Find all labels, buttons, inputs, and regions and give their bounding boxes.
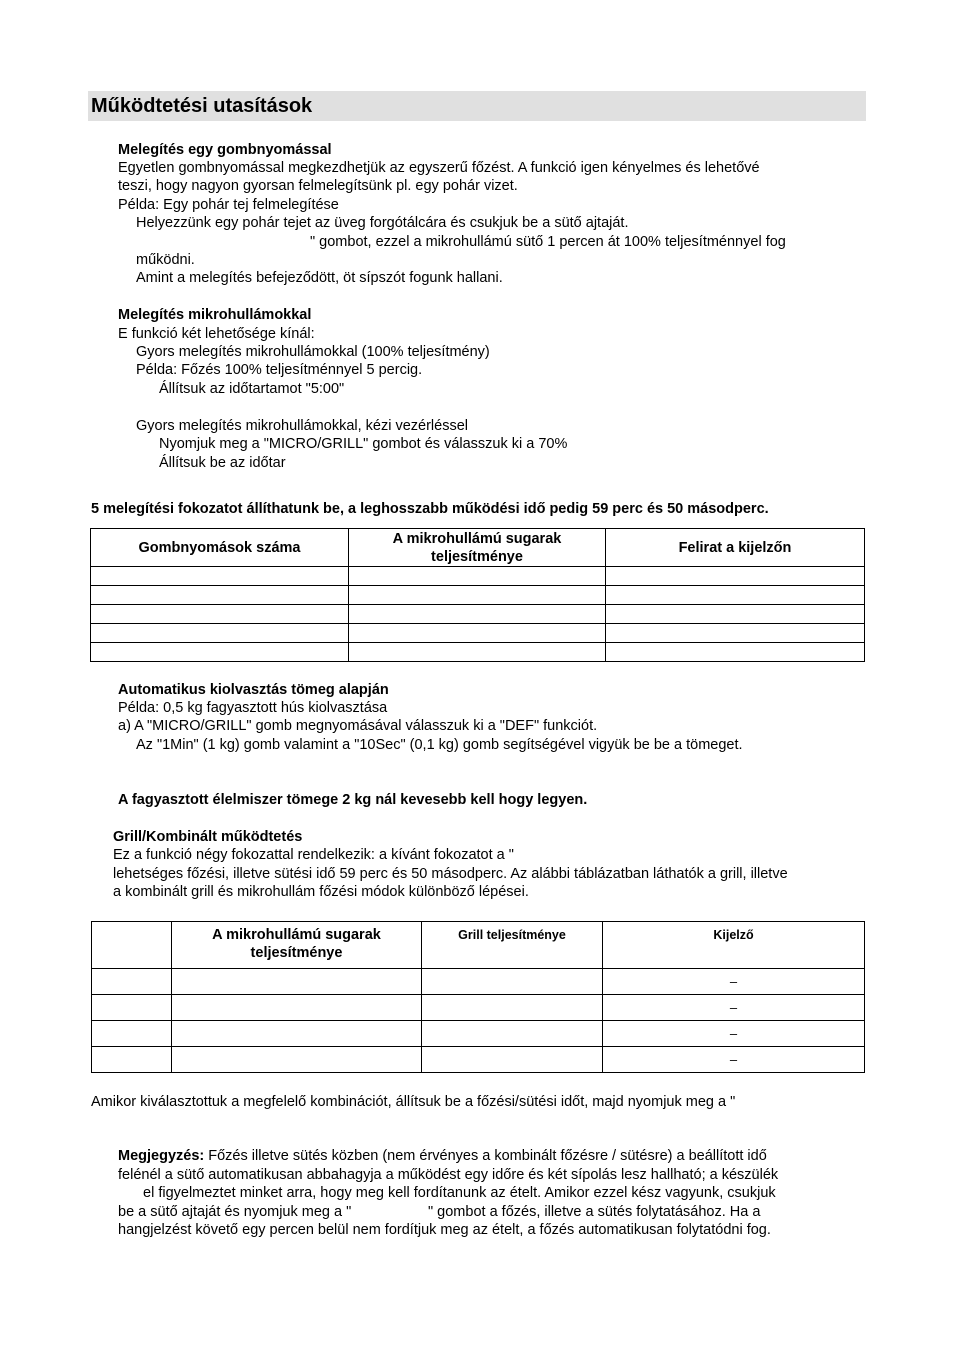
- table-header: A mikrohullámú sugarak teljesítménye: [172, 922, 422, 969]
- display-value: –: [603, 1047, 865, 1073]
- body-text: el figyelmeztet minket arra, hogy meg kell fordítanunk az ételt. Amikor ezzel kész vagyunk, csukjuk: [143, 1185, 776, 1201]
- table-header: Kijelző: [603, 922, 865, 969]
- display-value: –: [603, 1021, 865, 1047]
- body-text: Az "1Min" (1 kg) gomb valamint a "10Sec" (0,1 kg) gomb segítségével vigyük be be a tömeget.: [136, 737, 743, 753]
- note-label: Megjegyzés:: [118, 1148, 205, 1164]
- table-row: [92, 1047, 865, 1073]
- note-line: [118, 1147, 767, 1165]
- body-text: hangjelzést követő egy percen belül nem fordítjuk meg az ételt, a főzés automatikusan folytatódni fog.: [118, 1222, 771, 1238]
- table-row: [92, 995, 865, 1021]
- table-row: [91, 643, 865, 662]
- body-text: Főzés illetve sütés közben (nem érvényes a kombinált főzésre / sütésre) a beállított idő: [204, 1148, 767, 1164]
- body-text: Gyors melegítés mikrohullámokkal, kézi vezérléssel: [136, 418, 468, 434]
- power-levels-table: [90, 528, 865, 662]
- display-value: –: [603, 995, 865, 1021]
- body-text: Példa: 0,5 kg fagyasztott hús kiolvasztása: [118, 700, 388, 716]
- table-header: Felirat a kijelzőn: [606, 529, 865, 567]
- grill-combination-table: [91, 921, 865, 1073]
- section-heading-defrost: Automatikus kiolvasztás tömeg alapján: [118, 682, 389, 698]
- body-text: Helyezzünk egy pohár tejet az üveg forgótálcára és csukjuk be a sütő ajtaját.: [136, 215, 629, 231]
- page-title: Működtetési utasítások: [91, 95, 313, 117]
- body-text: a) A "MICRO/GRILL" gomb megnyomásával válasszuk ki a "DEF" funkciót.: [118, 718, 598, 734]
- body-text: " gombot a főzés, illetve a sütés folytatásához. Ha a: [428, 1204, 761, 1220]
- body-text: Egyetlen gombnyomással megkezdhetjük az egyszerű főzést. A funkció igen kényelmes és lehetővé: [118, 160, 760, 176]
- power-levels-note: 5 melegítési fokozatot állíthatunk be, a leghosszabb működési idő pedig 59 perc és 50 másodperc.: [91, 501, 769, 517]
- table-row: [91, 586, 865, 605]
- combination-instruction: Amikor kiválasztottuk a megfelelő kombinációt, állítsuk be a főzési/sütési időt, majd nyomjuk meg a ": [91, 1094, 736, 1110]
- body-text: Példa: Egy pohár tej felmelegítése: [118, 197, 339, 213]
- table-row: [92, 969, 865, 995]
- body-text: teszi, hogy nagyon gyorsan felmelegítsünk pl. egy pohár vizet.: [118, 178, 518, 194]
- body-text: Ez a funkció négy fokozattal rendelkezik: a kívánt fokozatot a ": [113, 847, 514, 863]
- body-text: E funkció két lehetősége kínál:: [118, 326, 315, 342]
- body-text: Állítsuk az időtartamot "5:00": [159, 381, 345, 397]
- table-row: [91, 605, 865, 624]
- body-text: működni.: [136, 252, 195, 268]
- body-text: Gyors melegítés mikrohullámokkal (100% teljesítmény): [136, 344, 490, 360]
- display-value: –: [603, 969, 865, 995]
- table-header: [92, 922, 172, 969]
- page-title-bar: [88, 91, 866, 121]
- table-header: Grill teljesítménye: [422, 922, 603, 969]
- table-row: [91, 567, 865, 586]
- table-header: Gombnyomások száma: [91, 529, 349, 567]
- table-row: [92, 1021, 865, 1047]
- table-row: [91, 624, 865, 643]
- section-heading-one-touch: Melegítés egy gombnyomással: [118, 142, 332, 158]
- body-text: Állítsuk be az időtar: [159, 455, 286, 471]
- body-text: Amint a melegítés befejeződött, öt sípszót fogunk hallani.: [136, 270, 503, 286]
- frozen-weight-note: A fagyasztott élelmiszer tömege 2 kg nál kevesebb kell hogy legyen.: [118, 792, 588, 808]
- section-heading-grill: Grill/Kombinált működtetés: [113, 829, 303, 845]
- body-text: Nyomjuk meg a "MICRO/GRILL" gombot és válasszuk ki a 70%: [159, 436, 568, 452]
- body-text: Példa: Főzés 100% teljesítménnyel 5 percig.: [136, 362, 423, 378]
- section-heading-microwave: Melegítés mikrohullámokkal: [118, 307, 312, 323]
- body-text: felénél a sütő automatikusan abbahagyja a működést egy időre és két sípolás lesz hallható; a készülék: [118, 1167, 779, 1183]
- body-text: be a sütő ajtaját és nyomjuk meg a ": [118, 1204, 352, 1220]
- body-text: " gombot, ezzel a mikrohullámú sütő 1 percen át 100% teljesítménnyel fog: [310, 234, 786, 250]
- table-header: A mikrohullámú sugarak teljesítménye: [349, 529, 606, 567]
- body-text: a kombinált grill és mikrohullám főzési módok különböző lépései.: [113, 884, 529, 900]
- body-text: lehetséges főzési, illetve sütési idő 59 perc és 50 másodperc. Az alábbi táblázatban láthatók a grill, illetve: [113, 866, 788, 882]
